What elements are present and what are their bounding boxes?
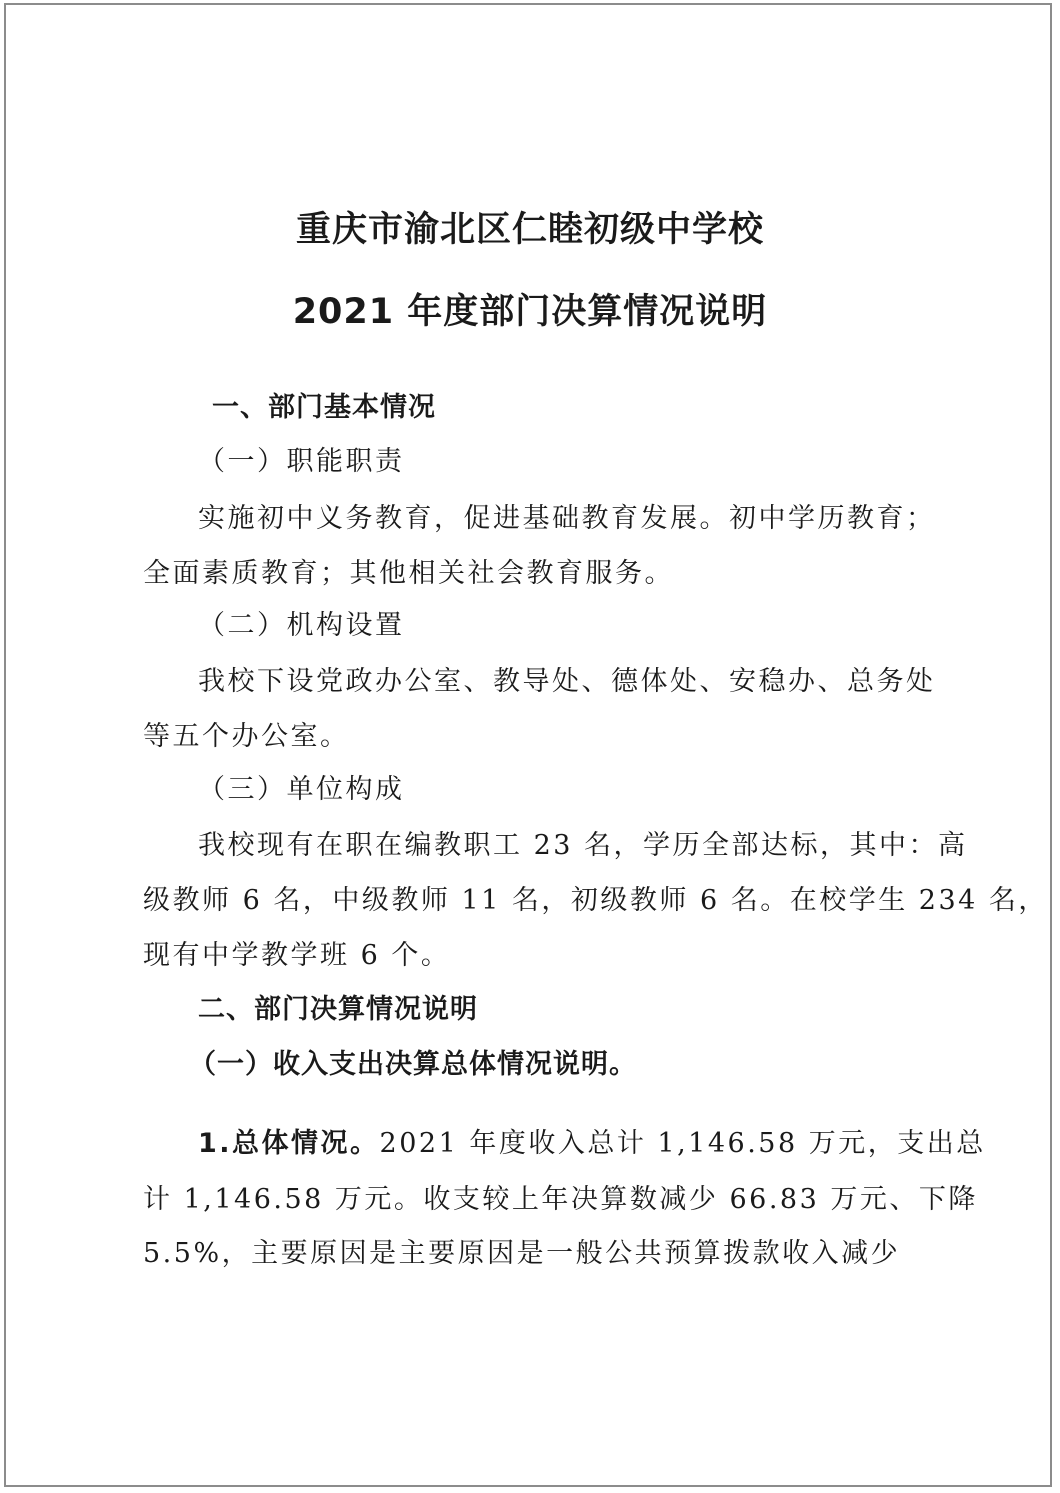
document-title-line-2: 2021 年度部门决算情况说明: [292, 292, 768, 332]
subsection-overall-heading: （一）收入支出决算总体情况说明。: [189, 1049, 637, 1080]
structure-text-line-2: 等五个办公室。: [143, 721, 350, 752]
subsection-structure-heading: （二）机构设置: [198, 610, 405, 641]
functions-text-line-1: 实施初中义务教育，促进基础教育发展。初中学历教育；: [198, 503, 936, 534]
document-title-line-1: 重庆市渝北区仁睦初级中学校: [295, 210, 764, 250]
structure-text-line-1: 我校下设党政办公室、教导处、德体处、安稳办、总务处: [198, 666, 936, 697]
composition-text-line-3: 现有中学教学班 6 个。: [143, 940, 451, 971]
functions-text-line-2: 全面素质教育；其他相关社会教育服务。: [143, 558, 674, 589]
overall-lead-label: 1.总体情况。: [198, 1128, 380, 1159]
overall-text-line-1: [198, 1130, 986, 1157]
overall-text-line-3: 5.5%，主要原因是主要原因是一般公共预算拨款收入减少: [143, 1238, 901, 1269]
section-2-heading: 二、部门决算情况说明: [198, 994, 478, 1025]
composition-text-line-1: 我校现有在职在编教职工 23 名，学历全部达标，其中：高: [198, 830, 968, 861]
subsection-functions-heading: （一）职能职责: [198, 446, 405, 477]
composition-text-line-2: 级教师 6 名，中级教师 11 名，初级教师 6 名。在校学生 234 名，: [143, 885, 1048, 916]
section-1-heading: 一、部门基本情况: [212, 392, 436, 423]
overall-text-line-2: 计 1,146.58 万元。收支较上年决算数减少 66.83 万元、下降: [143, 1184, 978, 1215]
subsection-composition-heading: （三）单位构成: [198, 774, 405, 805]
overall-text-line-1-rest: 2021 年度收入总计 1,146.58 万元，支出总: [379, 1128, 986, 1159]
